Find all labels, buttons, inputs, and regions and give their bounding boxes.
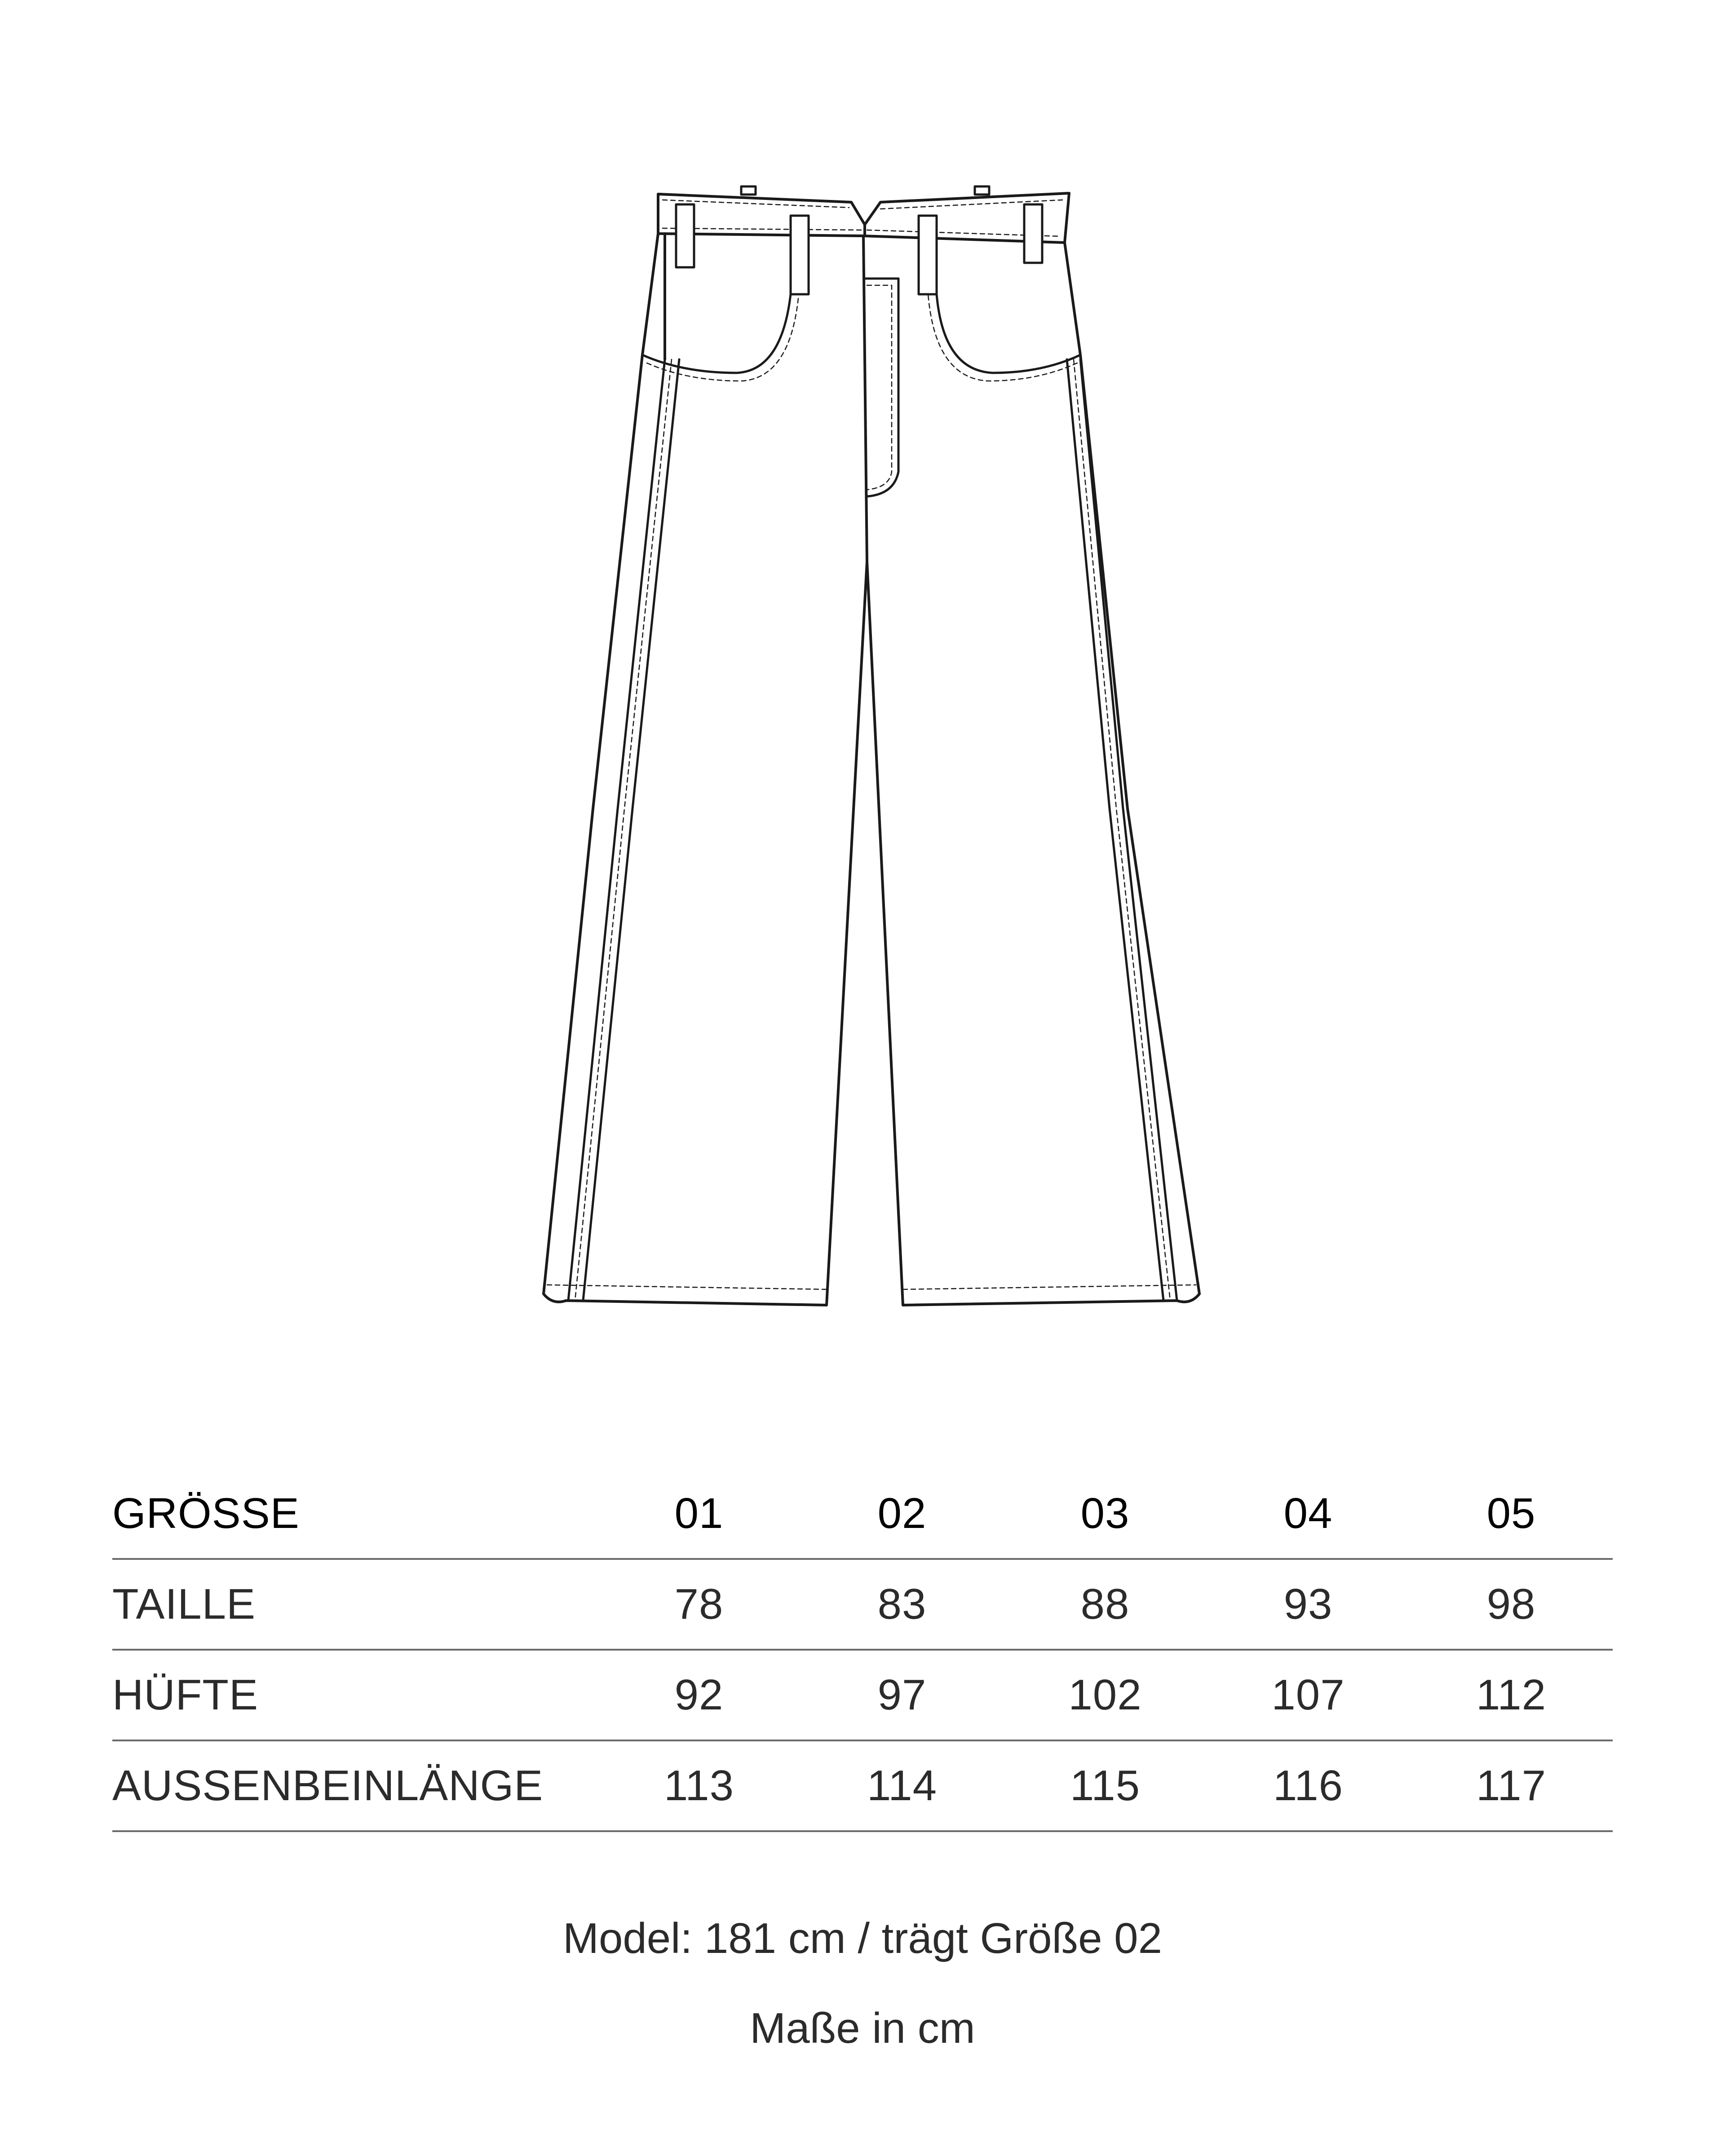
table-cell: 98 — [1410, 1559, 1613, 1650]
table-cell: 113 — [597, 1740, 801, 1831]
fly — [865, 279, 898, 496]
table-cell: 117 — [1410, 1740, 1613, 1831]
size-header-row — [112, 1469, 1613, 1559]
size-04: 04 — [1207, 1469, 1410, 1559]
size-chart-table — [112, 1469, 1613, 1832]
pocket-stitching — [647, 294, 1077, 381]
size-01: 01 — [597, 1469, 801, 1559]
table-cell: 78 — [597, 1559, 801, 1650]
row-label: HÜFTE — [112, 1650, 597, 1740]
table-cell: 88 — [1004, 1559, 1207, 1650]
row-label: AUSSENBEINLÄNGE — [112, 1740, 597, 1831]
model-info-note: Model: 181 cm / trägt Größe 02 — [563, 1914, 1162, 1962]
table-cell: 92 — [597, 1650, 801, 1740]
front-pockets — [642, 294, 1080, 373]
table-cell: 116 — [1207, 1740, 1410, 1831]
table-cell: 107 — [1207, 1650, 1410, 1740]
size-05: 05 — [1410, 1469, 1613, 1559]
table-cell: 83 — [801, 1559, 1004, 1650]
table-cell: 115 — [1004, 1740, 1207, 1831]
left-leg — [544, 234, 867, 1305]
table-row-waist — [112, 1559, 1613, 1650]
fly-stitching — [867, 285, 892, 490]
unit-note: Maße in cm — [750, 2004, 975, 2052]
size-03: 03 — [1004, 1469, 1207, 1559]
table-cell: 102 — [1004, 1650, 1207, 1740]
table-row-outseam — [112, 1740, 1613, 1831]
size-02: 02 — [801, 1469, 1004, 1559]
table-cell: 97 — [801, 1650, 1004, 1740]
right-leg — [867, 243, 1199, 1305]
row-label: TAILLE — [112, 1559, 597, 1650]
side-seams — [568, 359, 1177, 1301]
waistband-tabs — [741, 186, 989, 195]
table-cell: 93 — [1207, 1559, 1410, 1650]
table-row-hip — [112, 1650, 1613, 1740]
header-label: GRÖSSE — [112, 1469, 597, 1559]
hem-stitching — [547, 1285, 1196, 1289]
table-cell: 114 — [801, 1740, 1004, 1831]
table-cell: 112 — [1410, 1650, 1613, 1740]
